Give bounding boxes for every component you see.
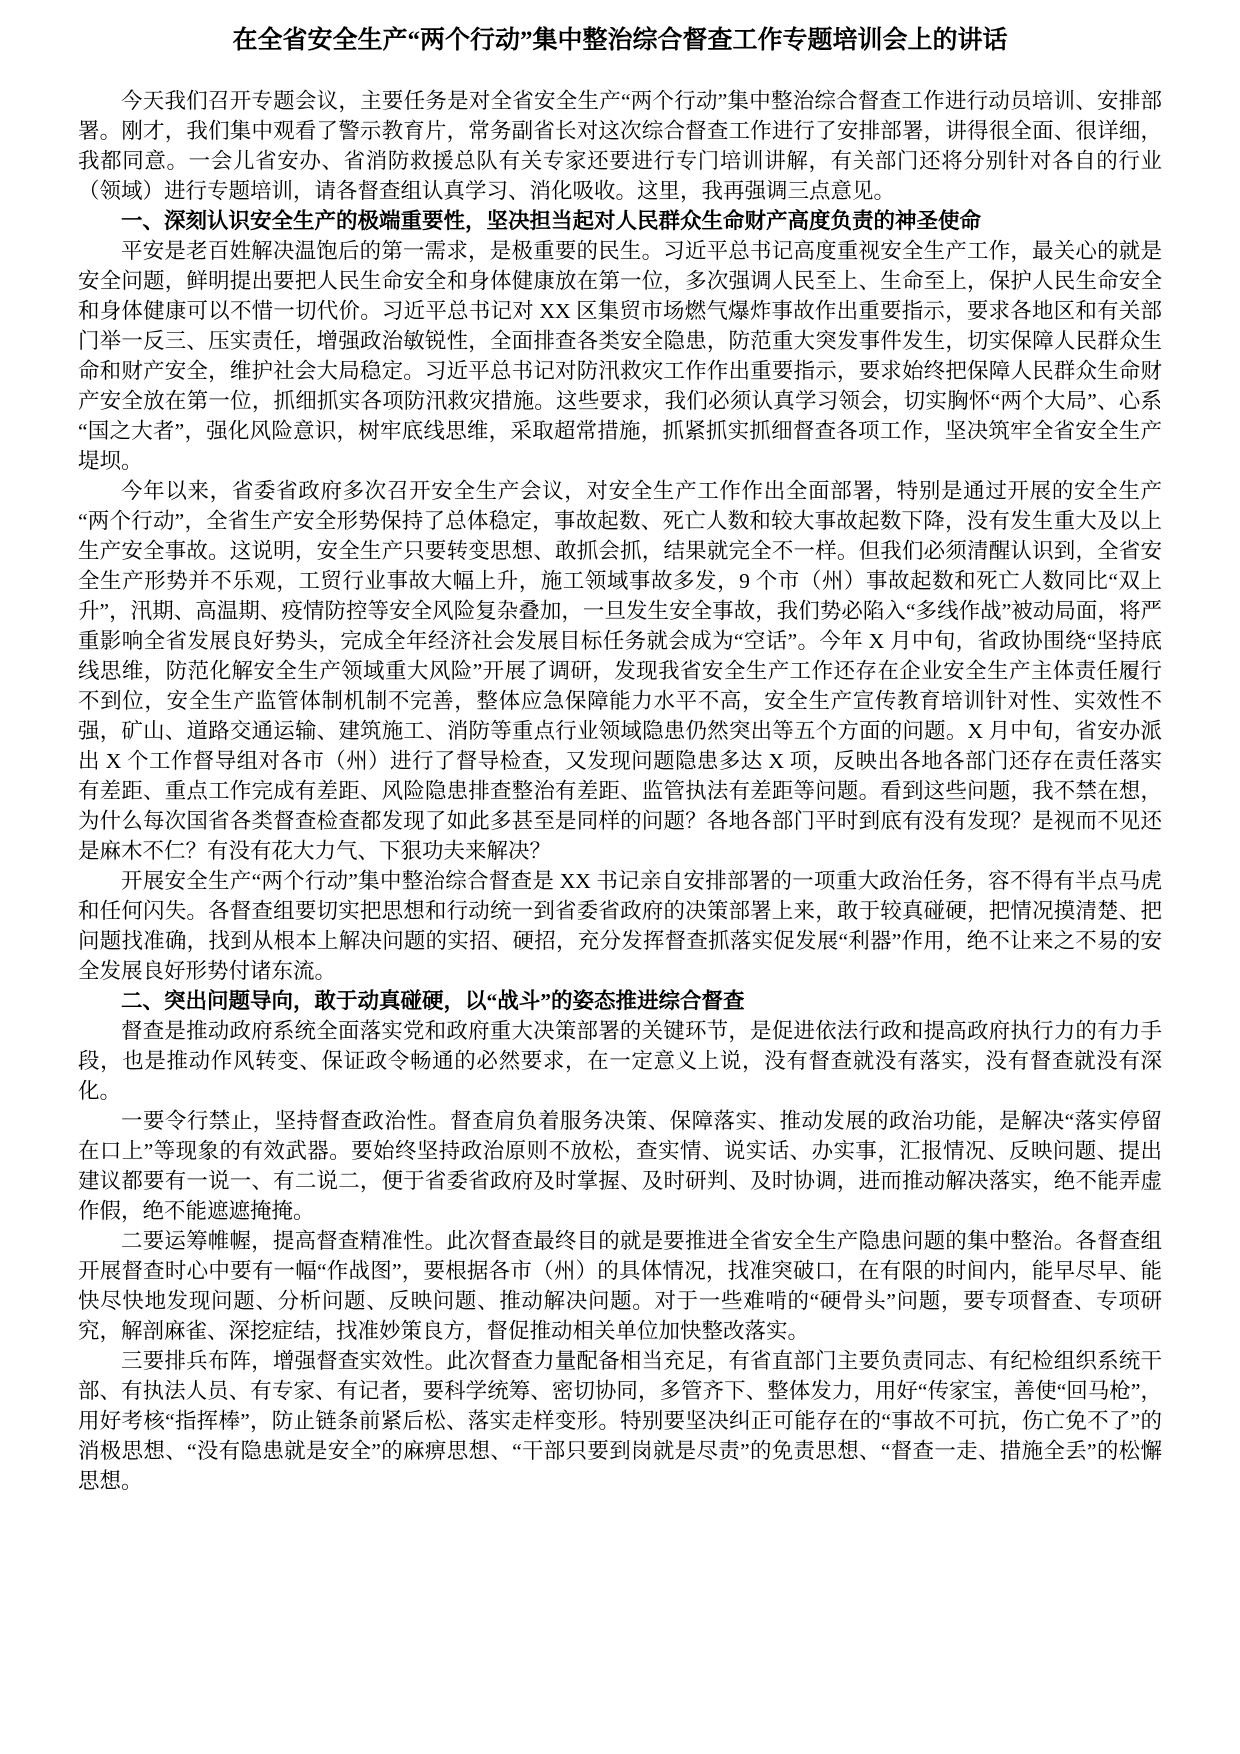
paragraph-section2-intro: 督查是推动政府系统全面落实党和政府重大决策部署的关键环节，是促进依法行政和提高政府执行力的有力手段，也是推动作风转变、保证政令畅通的必然要求，在一定意义上说，没有督查就没有落实，没有督查就没有深化。 [78,1019,1162,1103]
document-title: 在全省安全生产“两个行动”集中整治综合督查工作专题培训会上的讲话 [232,27,1008,54]
paragraph-section1-task: 开展安全生产“两个行动”集中整治综合督查是 XX 书记亲自安排部署的一项重大政治任务，容不得有半点马虎和任何闪失。各督查组要切实把思想和行动统一到省委省政府的决策部署上来，敢于较真碰硬，把情况摸清楚、把问题找准确，找到从根本上解决问题的实招、硬招，充分发挥督查抓落实促发展“利器”作用，绝不让来之不易的安全发展良好形势付诸东流。 [78,869,1162,983]
paragraph-section2-point3: 三要排兵布阵，增强督查实效性。此次督查力量配备相当充足，有省直部门主要负责同志、有纪检组织系统干部、有执法人员、有专家、有记者，要科学统筹、密切协同，多管齐下、整体发力，用好“传家宝，善使“回马枪”，用好考核“指挥棒”，防止链条前紧后松、落实走样变形。特别要坚决纠正可能存在的“事故不可抗，伤亡免不了”的消极思想、“没有隐患就是安全”的麻痹思想、“干部只要到岗就是尽责”的免责思想、“督查一走、措施全丢”的松懈思想。 [78,1349,1162,1493]
paragraph-intro: 今天我们召开专题会议，主要任务是对全省安全生产“两个行动”集中整治综合督查工作进行动员培训、安排部署。刚才，我们集中观看了警示教育片，常务副省长对这次综合督查工作进行了安排部署，讲得很全面、很详细，我都同意。一会儿省安办、省消防救援总队有关专家还要进行专门培训讲解，有关部门还将分别针对各自的行业（领域）进行专题培训，请各督查组认真学习、消化吸收。这里，我再强调三点意见。 [78,89,1162,203]
paragraph-section1-importance: 平安是老百姓解决温饱后的第一需求，是极重要的民生。习近平总书记高度重视安全生产工作，最关心的就是安全问题，鲜明提出要把人民生命安全和身体健康放在第一位，多次强调人民至上、生命至上，保护人民生命安全和身体健康可以不惜一切代价。习近平总书记对 XX 区集贸市场燃气爆炸事故作出重要指示，要求各地区和有关部门举一反三、压实责任，增强政治敏锐性，全面排查各类安全隐患，防范重大突发事件发生，切实保障人民群众生命和财产安全，维护社会大局稳定。习近平总书记对防汛救灾工作作出重要指示，要求始终把保障人民群众生命财产安全放在第一位，抓细抓实各项防汛救灾措施。这些要求，我们必须认真学习领会，切实胸怀“两个大局”、心系“国之大者”，强化风险意识，树牢底线思维，采取超常措施，抓紧抓实抓细督查各项工作，坚决筑牢全省安全生产堤坝。 [78,239,1162,473]
section-heading-1: 一、深刻认识安全生产的极端重要性，坚决担当起对人民群众生命财产高度负责的神圣使命 [121,209,982,233]
paragraph-section1-situation: 今年以来，省委省政府多次召开安全生产会议，对安全生产工作作出全面部署，特别是通过开展的安全生产“两个行动”，全省生产安全形势保持了总体稳定，事故起数、死亡人数和较大事故起数下降，没有发生重大及以上生产安全事故。这说明，安全生产只要转变思想、敢抓会抓，结果就完全不一样。但我们必须清醒认识到，全省安全生产形势并不乐观，工贸行业事故大幅上升，施工领域事故多发，9 个市（州）事故起数和死亡人数同比“双上升”，汛期、高温期、疫情防控等安全风险复杂叠加，一旦发生安全事故，我们势必陷入“多线作战”被动局面，将严重影响全省发展良好势头，完成全年经济社会发展目标任务就会成为“空话”。今年 X 月中旬，省政协围绕“坚持底线思维，防范化解安全生产领域重大风险”开展了调研，发现我省安全生产工作还存在企业安全生产主体责任履行不到位，安全生产监管体制机制不完善，整体应急保障能力水平不高，安全生产宣传教育培训针对性、实效性不强，矿山、道路交通运输、建筑施工、消防等重点行业领域隐患仍然突出等五个方面的问题。X 月中旬，省安办派出 X 个工作督导组对各市（州）进行了督导检查，又发现问题隐患多达 X 项，反映出各地各部门还存在责任落实有差距、重点工作完成有差距、风险隐患排查整治有差距、监管执法有差距等问题。看到这些问题，我不禁在想，为什么每次国省各类督查检查都发现了如此多甚至是同样的问题？各地各部门平时到底有没有发现？是视而不见还是麻木不仁？有没有花大力气、下狠功夫来解决？ [78,479,1162,863]
paragraph-section2-point2: 二要运筹帷幄，提高督查精准性。此次督查最终目的就是要推进全省安全生产隐患问题的集中整治。各督查组开展督查时心中要有一幅“作战图”，要根据各市（州）的具体情况，找准突破口，在有限的时间内，能早尽早、能快尽快地发现问题、分析问题、反映问题、推动解决问题。对于一些难啃的“硬骨头”问题，要专项督查、专项研究，解剖麻雀、深挖症结，找准妙策良方，督促推动相关单位加快整改落实。 [78,1229,1162,1343]
paragraph-section2-point1: 一要令行禁止，坚持督查政治性。督查肩负着服务决策、保障落实、推动发展的政治功能，是解决“落实停留在口上”等现象的有效武器。要始终坚持政治原则不放松，查实情、说实话、办实事，汇报情况、反映问题、提出建议都要有一说一、有二说二，便于省委省政府及时掌握、及时研判、及时协调，进而推动解决落实，绝不能弄虚作假，绝不能遮遮掩掩。 [78,1109,1162,1223]
section-heading-2: 二、突出问题导向，敢于动真碰硬，以“战斗”的姿态推进综合督查 [121,989,745,1013]
